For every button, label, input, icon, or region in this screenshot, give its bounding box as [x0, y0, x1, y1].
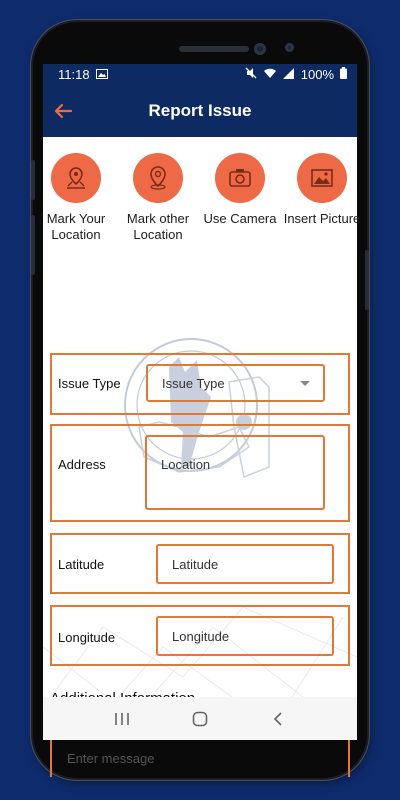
back-arrow-icon[interactable] — [51, 99, 75, 123]
camera-icon[interactable] — [215, 153, 265, 203]
latitude-field[interactable] — [156, 544, 334, 584]
battery-icon — [340, 67, 347, 82]
power-button — [365, 250, 369, 310]
mark-your-location-button[interactable] — [36, 153, 116, 243]
action-label: Insert Picture — [283, 211, 361, 226]
message-placeholder: Enter message — [67, 751, 155, 766]
mute-icon — [245, 67, 257, 82]
map-pin-icon[interactable] — [51, 153, 101, 203]
longitude-label: Longitude — [58, 630, 116, 645]
status-time: 11:18 — [58, 67, 90, 82]
wifi-icon — [263, 67, 277, 82]
front-camera — [254, 43, 266, 55]
message-field[interactable] — [50, 737, 350, 777]
nav-bar — [43, 697, 357, 740]
battery-text: 100% — [300, 67, 334, 82]
issue-type-label: Issue Type — [58, 376, 121, 391]
back-chevron-icon[interactable] — [263, 704, 293, 734]
action-label: Mark Your Location — [46, 211, 106, 242]
address-label: Address — [58, 457, 106, 472]
action-label: Mark other Location — [126, 211, 190, 242]
mark-other-location-button[interactable] — [118, 153, 198, 243]
signal-icon — [283, 67, 295, 82]
volume-button — [31, 160, 35, 200]
use-camera-button[interactable] — [200, 153, 280, 227]
sensor — [285, 43, 294, 52]
location-pin-icon[interactable] — [133, 153, 183, 203]
page-title: Report Issue — [148, 101, 252, 120]
location-field[interactable] — [145, 435, 325, 510]
latitude-label: Latitude — [58, 557, 105, 572]
report-form[interactable] — [43, 137, 361, 766]
volume-button — [31, 215, 35, 275]
chevron-down-icon[interactable] — [300, 381, 310, 386]
app-bar — [43, 85, 357, 137]
image-icon[interactable] — [297, 153, 347, 203]
recent-apps-icon[interactable] — [107, 704, 137, 734]
action-label: Use Camera — [203, 211, 277, 226]
insert-picture-button[interactable] — [282, 153, 362, 227]
longitude-field[interactable] — [156, 616, 334, 656]
action-row — [43, 153, 361, 273]
image-icon — [96, 67, 108, 82]
status-bar — [43, 64, 357, 85]
issue-type-select[interactable] — [146, 364, 325, 402]
phone-speaker — [179, 46, 249, 52]
home-icon[interactable] — [185, 704, 215, 734]
screen — [43, 64, 361, 766]
